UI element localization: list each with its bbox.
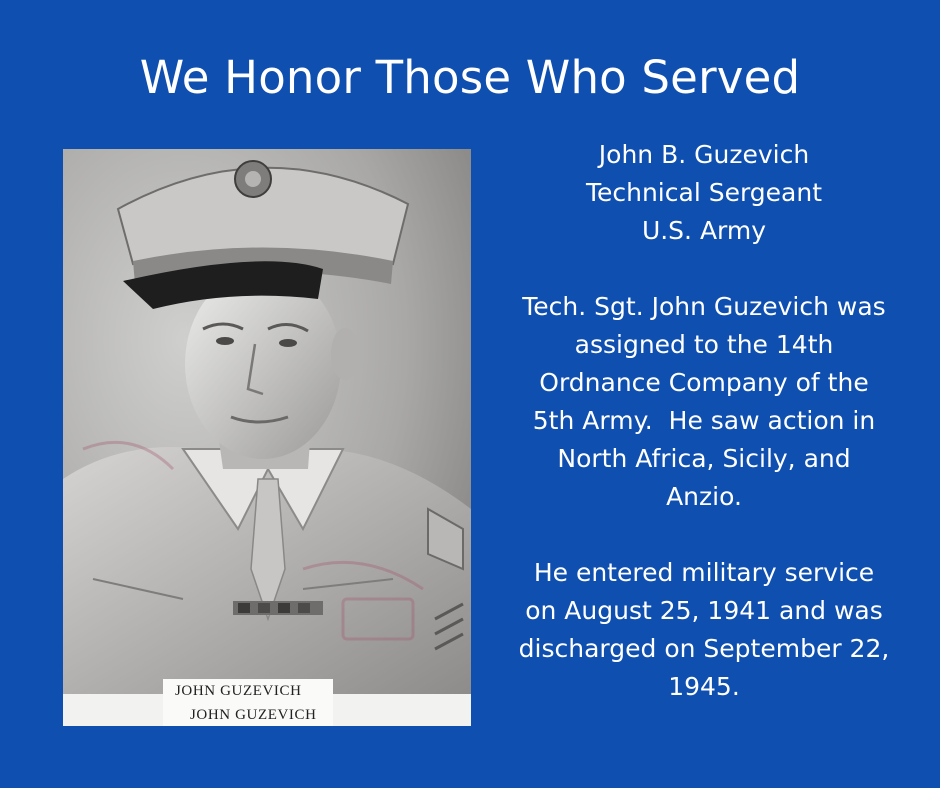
dates-line: He entered military service	[533, 558, 875, 587]
dates-line: on August 25, 1941 and was	[525, 596, 883, 625]
veteran-rank: Technical Sergeant	[585, 178, 823, 207]
service-line: Anzio.	[666, 482, 742, 511]
veteran-info-panel	[482, 136, 926, 706]
veteran-name: John B. Guzevich	[598, 140, 810, 169]
veteran-portrait-photo	[63, 149, 471, 726]
veteran-branch: U.S. Army	[641, 216, 767, 245]
service-line: North Africa, Sicily, and	[557, 444, 851, 473]
photo-caption-line-2: JOHN GUZEVICH	[190, 707, 317, 723]
dates-line: discharged on September 22,	[518, 634, 890, 663]
dates-line: 1945.	[668, 672, 740, 701]
page-title: We Honor Those Who Served	[139, 51, 801, 104]
service-line: Tech. Sgt. John Guzevich was	[522, 292, 886, 321]
service-line: assigned to the 14th	[574, 330, 834, 359]
portrait-illustration	[63, 149, 471, 726]
photo-caption-line-1: JOHN GUZEVICH	[175, 683, 302, 699]
spacer	[482, 250, 926, 288]
spacer	[482, 516, 926, 554]
service-line: Ordnance Company of the	[539, 368, 869, 397]
service-line: 5th Army. He saw action in	[532, 406, 876, 435]
